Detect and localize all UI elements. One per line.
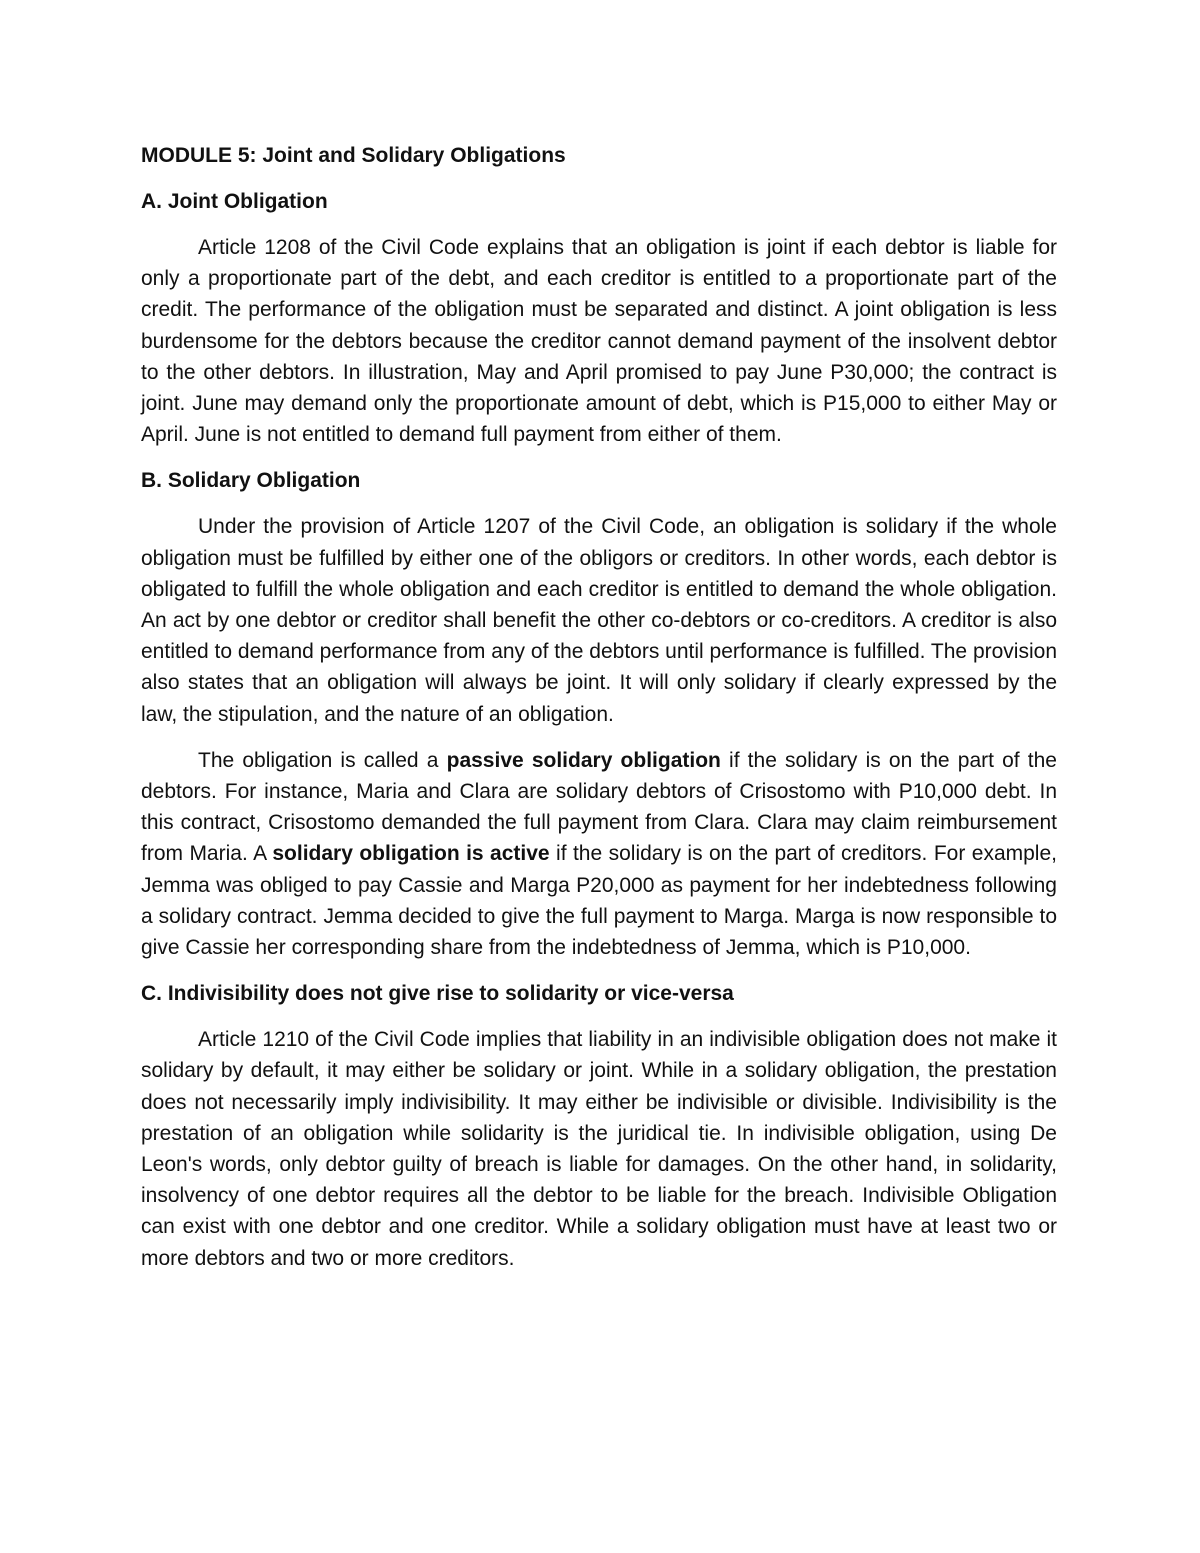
bold-term-passive-solidary: passive solidary obligation [446, 748, 721, 772]
paragraph-solidary-definition: Under the provision of Article 1207 of the Civil Code, an obligation is solidary if the whole obligation must be fulfilled by either one of the obligors or creditors. In other words, each debtor is obligated to fulfill the whole obligation and each creditor is entitled to demand the whole obligation. An act by one debtor or creditor shall benefit the other co-debtors or co-creditors. A creditor is also entitled to demand performance from any of the debtors until performance is fulfilled. The provision also states that an obligation will always be joint. It will only solidary if clearly expressed by the law, the stipulation, and the nature of an obligation. [141, 515, 1057, 726]
paragraph-passive-active-solidary [141, 745, 1057, 963]
section-heading-indivisibility: C. Indivisibility does not give rise to solidarity or vice-versa [141, 982, 734, 1006]
paragraph-joint-obligation: Article 1208 of the Civil Code explains that an obligation is joint if each debtor is liable for only a proportionate part of the debt, and each creditor is entitled to a proportionate part of the credit. The performance of the obligation must be separated and distinct. A joint obligation is less burdensome for the debtors because the creditor cannot demand payment of the insolvent debtor to the other debtors. In illustration, May and April promised to pay June P30,000; the contract is joint. June may demand only the proportionate amount of debt, which is P15,000 to either May or April. June is not entitled to demand full payment from either of them. [141, 236, 1057, 447]
section-joint-obligation [141, 186, 1057, 450]
section-heading-joint: A. Joint Obligation [141, 190, 328, 213]
section-solidary-obligation [141, 465, 1057, 963]
document-page [141, 140, 1057, 1289]
text-run: if the solidary is on the part of the debtors. For instance, Maria and Clara are solidary debtors of Crisostomo with P10,000 debt. In this contract, Crisostomo demanded the full payment from Clara. Clara may claim reimbursement from Maria. A [141, 748, 1057, 866]
section-heading-solidary: B. Solidary Obligation [141, 469, 361, 493]
section-indivisibility [141, 978, 1057, 1274]
paragraph-indivisibility: Article 1210 of the Civil Code implies that liability in an indivisible obligation does not make it solidary by default, it may either be solidary or joint. While in a solidary obligation, the prestation does not necessarily imply indivisibility. It may either be indivisible or divisible. Indivisibility is the prestation of an obligation while solidarity is the juridical tie. In indivisible obligation, using De Leon's words, only debtor guilty of breach is liable for damages. On the other hand, in solidarity, insolvency of one debtor requires all the debtor to be liable for the breach. Indivisible Obligation can exist with one debtor and one creditor. While a solidary obligation must have at least two or more debtors and two or more creditors. [141, 1028, 1057, 1270]
bold-term-active-solidary: solidary obligation is active [272, 842, 550, 866]
module-title: MODULE 5: Joint and Solidary Obligations [141, 144, 566, 167]
text-run: The obligation is called a [198, 748, 447, 772]
text-run: if the solidary is on the part of creditors. For example, Jemma was obliged to pay Cassie and Marga P20,000 as payment for her indebtedness following a solidary contract. Jemma decided to give the full payment to Marga. Marga is now responsible to give Cassie her corresponding share from the indebtedness of Jemma, which is P10,000. [141, 842, 1057, 960]
